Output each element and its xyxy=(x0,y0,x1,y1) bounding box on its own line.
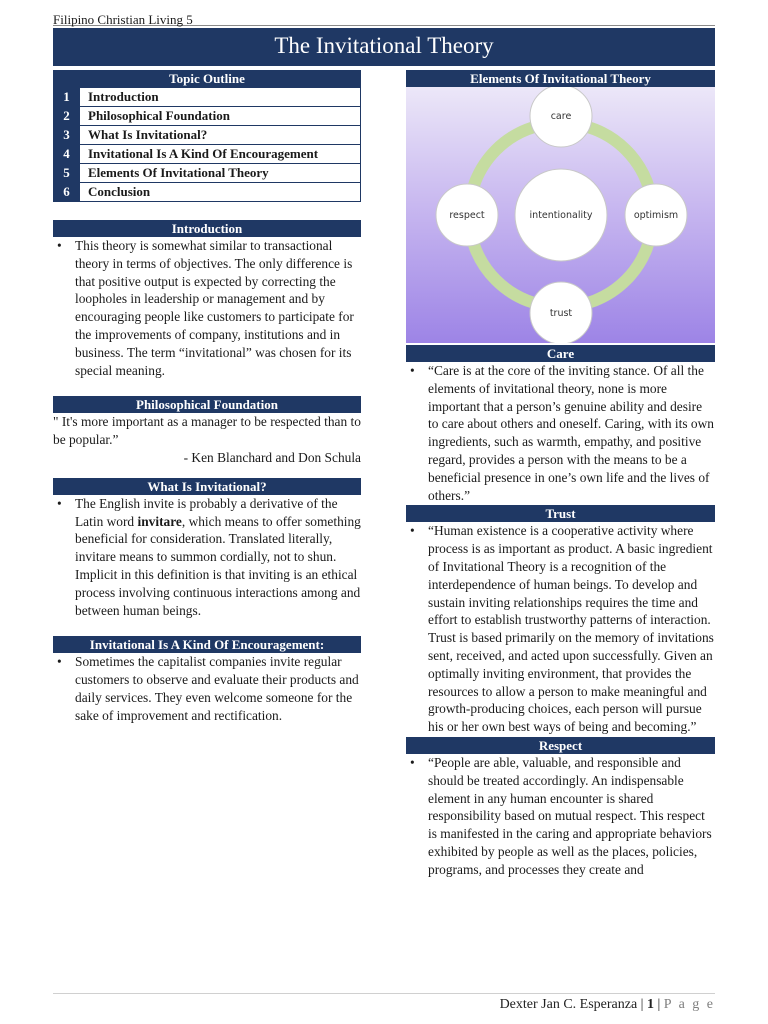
outline-num: 4 xyxy=(54,145,80,164)
encouragement-list xyxy=(53,653,361,724)
left-column xyxy=(53,70,361,725)
what-is-list xyxy=(53,495,361,620)
elements-cycle-graphic xyxy=(406,87,715,343)
topic-outline-table xyxy=(53,87,361,202)
outline-label: Introduction xyxy=(80,88,361,107)
footer-page-number: 1 xyxy=(646,997,654,1012)
intentionality-label: intentionality xyxy=(529,210,593,221)
outline-num: 1 xyxy=(54,88,80,107)
care-label: care xyxy=(550,111,572,122)
outline-num: 6 xyxy=(54,183,80,202)
care-text: • “Care is at the core of the inviting stance. Of all the elements of invitational theory, none is more important that a person’s genuine ability and desire to care about others and oneself. Caring, with its own ingredients, such as warmth, empathy, and positive regard, provides a person with the means to be a beneficial presence in one’s own life and the lives of others.” xyxy=(406,362,715,504)
respect-heading: Respect xyxy=(406,737,715,754)
footer-divider xyxy=(53,993,715,994)
optimism-label: optimism xyxy=(633,210,679,221)
footer-author: Dexter Jan C. Esperanza xyxy=(499,997,638,1012)
outline-label: Elements Of Invitational Theory xyxy=(80,164,361,183)
encouragement-heading: Invitational Is A Kind Of Encouragement: xyxy=(53,636,361,653)
introduction-text: • This theory is somewhat similar to transactional theory in terms of objectives. The only difference is that positive output is expected by correcting the loopholes in leadership or management and by encouraging people like customers to participate for the improvements of company, institutions and in business. The term “invitational” was chosen for its special meaning. xyxy=(53,237,361,379)
outline-label: Invitational Is A Kind Of Encouragement xyxy=(80,145,361,164)
respect-label: respect xyxy=(449,210,485,221)
respect-text: • “People are able, valuable, and responsible and should be treated accordingly. An indispensable element in any human encounter is shared responsibility based on mutual respect. This respect is manifested in the caring and appropriate behaviors exhibited by people as well as the places, policies, programs, and processes they create and xyxy=(406,754,715,879)
introduction-list xyxy=(53,237,361,379)
trust-text: • “Human existence is a cooperative activity where process is as important as product. A basic ingredient of Invitational Theory is a recognition of the interdependence of human beings. To develop and sustain inviting relationships requires the time and effort to establish trustworthy patterns of interaction. Trust is based primarily on the memory of invitations sent, received, and acted upon successfully. Given an optimally inviting environment, that provides the resources to allow a person to make meaningful and growth-producing choices, each person will pursue his or her own best ways of being and becoming.” xyxy=(406,522,715,736)
document-title: The Invitational Theory xyxy=(53,28,715,66)
elements-heading: Elements Of Invitational Theory xyxy=(406,70,715,87)
trust-heading: Trust xyxy=(406,505,715,522)
page-footer: Dexter Jan C. Esperanza | 1 | P a g e xyxy=(499,997,715,1012)
outline-num: 3 xyxy=(54,126,80,145)
course-header: Filipino Christian Living 5 xyxy=(53,13,715,26)
respect-list xyxy=(406,754,715,879)
care-heading: Care xyxy=(406,345,715,362)
what-is-text-after: , which means to offer something beneficial for consideration. Translated literally, invitare means to summon cordially, not to shun. Implicit in this definition is that inviting is an ethical process involving continuous interactions among and between human beings. xyxy=(75,513,361,618)
outline-label: Conclusion xyxy=(80,183,361,202)
encouragement-text: • Sometimes the capitalist companies invite regular customers to observe and evaluate their products and daily services. They even welcome someone for the sake of improvement and rectification. xyxy=(53,653,361,724)
topic-outline-heading: Topic Outline xyxy=(53,70,361,87)
outline-row xyxy=(54,107,361,126)
philosophy-heading: Philosophical Foundation xyxy=(53,396,361,413)
what-is-text xyxy=(53,495,361,620)
outline-num: 2 xyxy=(54,107,80,126)
elements-diagram xyxy=(406,87,715,343)
trust-label: trust xyxy=(549,308,573,319)
outline-row xyxy=(54,183,361,202)
care-list xyxy=(406,362,715,504)
outline-row xyxy=(54,145,361,164)
right-column xyxy=(406,70,715,879)
philosophy-attribution: - Ken Blanchard and Don Schula xyxy=(183,449,361,465)
outline-row xyxy=(54,164,361,183)
outline-num: 5 xyxy=(54,164,80,183)
what-is-heading: What Is Invitational? xyxy=(53,478,361,495)
outline-label: What Is Invitational? xyxy=(80,126,361,145)
what-is-text-before: The English invite is probably a derivative of the Latin word xyxy=(75,495,338,529)
trust-list xyxy=(406,522,715,736)
footer-page-label: P a g e xyxy=(663,997,715,1012)
outline-row xyxy=(54,126,361,145)
introduction-heading: Introduction xyxy=(53,220,361,237)
outline-row xyxy=(54,88,361,107)
philosophy-quote: " It's more important as a manager to be respected than to be popular.” xyxy=(53,414,361,448)
invitare-term: invitare xyxy=(137,513,182,529)
outline-label: Philosophical Foundation xyxy=(80,107,361,126)
